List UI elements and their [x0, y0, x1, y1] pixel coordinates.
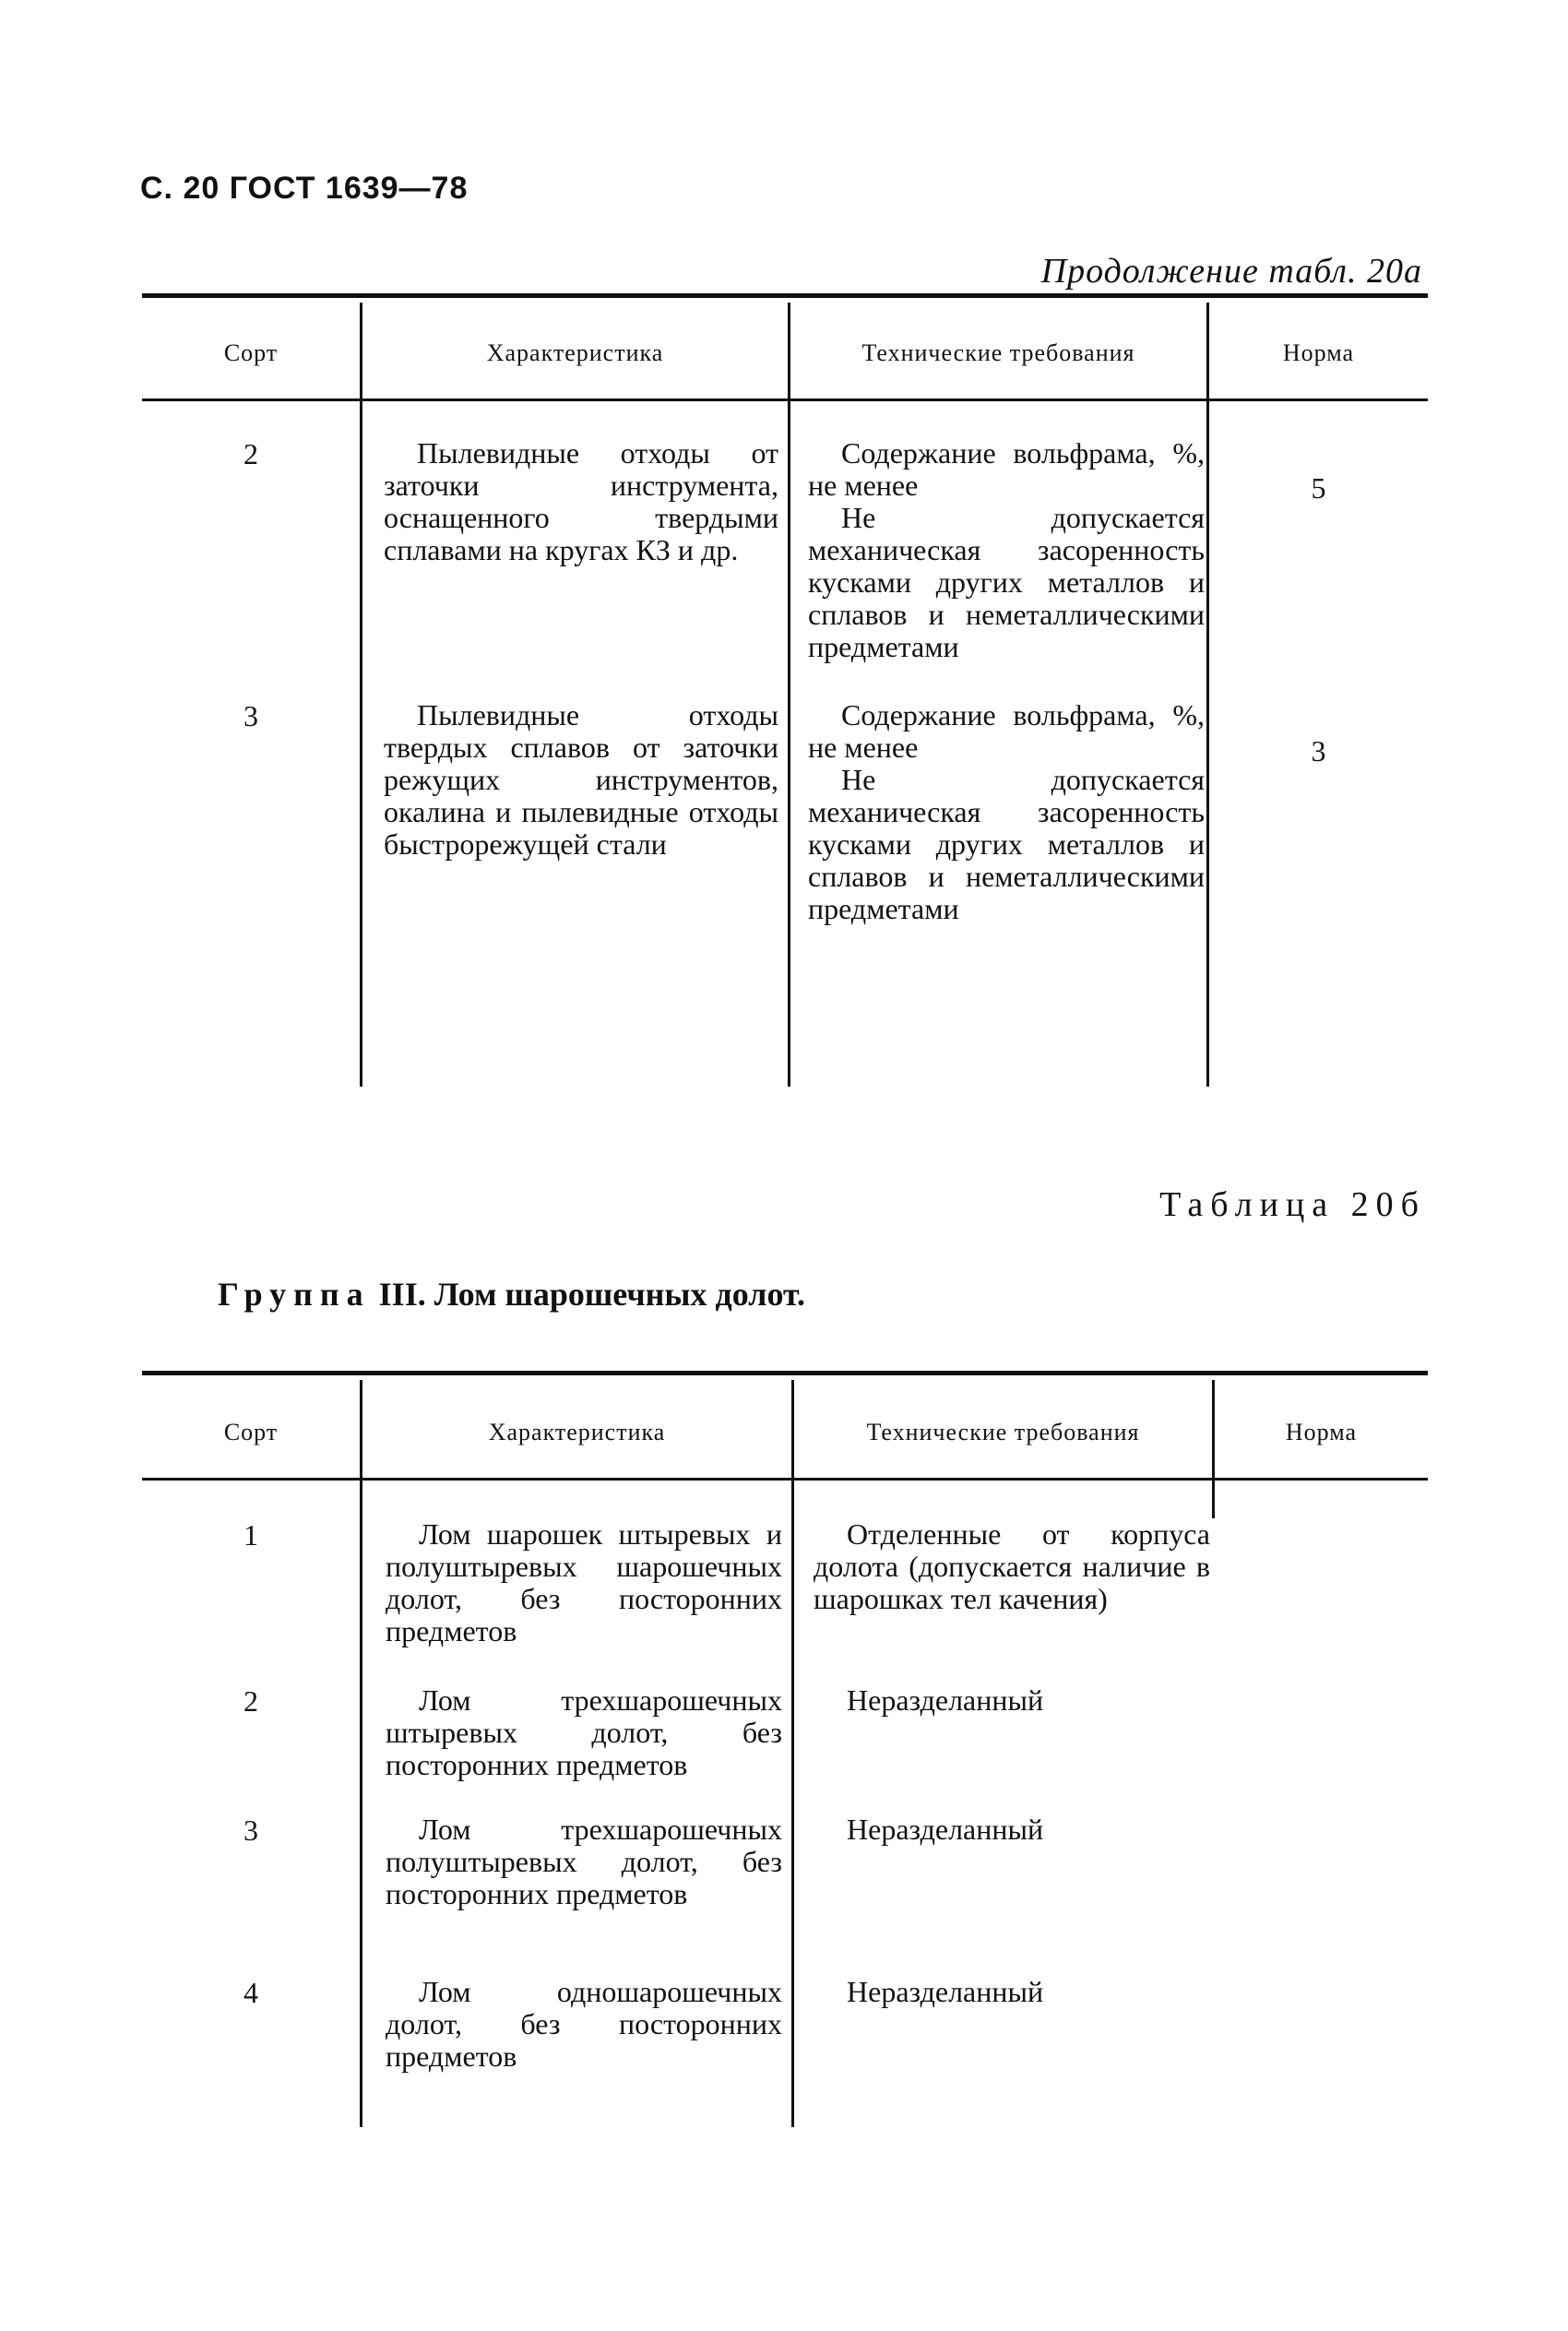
row-requirement: Содержание вольфрама, %, не менее Не допускается механическая засоренность кусками других металлов и сплавов и неметаллическими предметами [808, 436, 1205, 663]
page-header: С. 20 ГОСТ 1639—78 [140, 171, 469, 206]
table-continuation-label: Продолжение табл. 20а [1040, 252, 1422, 291]
column-divider [788, 303, 790, 1087]
table-20a [142, 293, 1428, 1087]
row-requirement: Неразделанный [847, 1975, 1044, 2008]
column-divider [360, 1380, 362, 2127]
table-header-rule [142, 398, 1428, 401]
row-sort: 3 [244, 699, 258, 732]
row-characteristic: Лом шарошек штыревых и полуштыревых шарошечных долот, без посторонних предметов [386, 1517, 782, 1647]
col-header-characteristic: Характеристика [486, 339, 664, 366]
row-requirement: Отделенные от корпуса долота (допускается наличие в шарошках тел качения) [814, 1517, 1210, 1615]
row-sort: 4 [244, 1976, 258, 2009]
row-norm: 5 [1311, 471, 1326, 505]
col-header-norm: Норма [1282, 339, 1355, 366]
table-20b [142, 1371, 1428, 2127]
row-requirement: Неразделанный [847, 1813, 1044, 1846]
col-header-requirements: Технические требования [861, 339, 1135, 366]
row-sort: 2 [244, 437, 258, 470]
column-divider [360, 303, 362, 1087]
group-title: Группа III. Лом шарошечных долот. [218, 1276, 805, 1313]
row-characteristic: Пылевидные отходы твердых сплавов от заточки режущих инструментов, окалина и пылевидные отходы быстрорежущей стали [384, 698, 778, 861]
column-divider [1206, 303, 1209, 1087]
table-caption: Таблица 20б [1159, 1185, 1426, 1224]
table-header-rule [142, 1478, 1428, 1481]
table-top-rule [142, 1371, 1428, 1375]
col-header-sort: Сорт [223, 339, 279, 366]
col-header-requirements: Технические требования [866, 1419, 1140, 1445]
row-characteristic: Лом трехшарошечных полуштыревых долот, без посторонних предметов [386, 1813, 782, 1910]
row-characteristic: Лом одношарошечных долот, без посторонних предметов [386, 1975, 782, 2073]
row-characteristic: Пылевидные отходы от заточки инструмента, оснащенного твердыми сплавами на кругах КЗ и др. [384, 436, 778, 566]
table-top-rule [142, 293, 1428, 298]
row-norm: 3 [1311, 734, 1326, 767]
row-requirement: Неразделанный [847, 1683, 1044, 1717]
row-characteristic: Лом трехшарошечных штыревых долот, без посторонних предметов [386, 1683, 782, 1781]
row-sort: 3 [244, 1814, 258, 1847]
row-requirement: Содержание вольфрама, %, не менее Не допускается механическая засоренность кусками других металлов и сплавов и неметаллическими предметами [808, 698, 1205, 925]
column-divider [791, 1380, 794, 2127]
col-header-characteristic: Характеристика [488, 1419, 666, 1445]
row-sort: 1 [244, 1518, 258, 1552]
row-sort: 2 [244, 1684, 258, 1718]
col-header-norm: Норма [1285, 1419, 1358, 1445]
column-divider [1212, 1380, 1215, 1518]
col-header-sort: Сорт [223, 1419, 279, 1445]
